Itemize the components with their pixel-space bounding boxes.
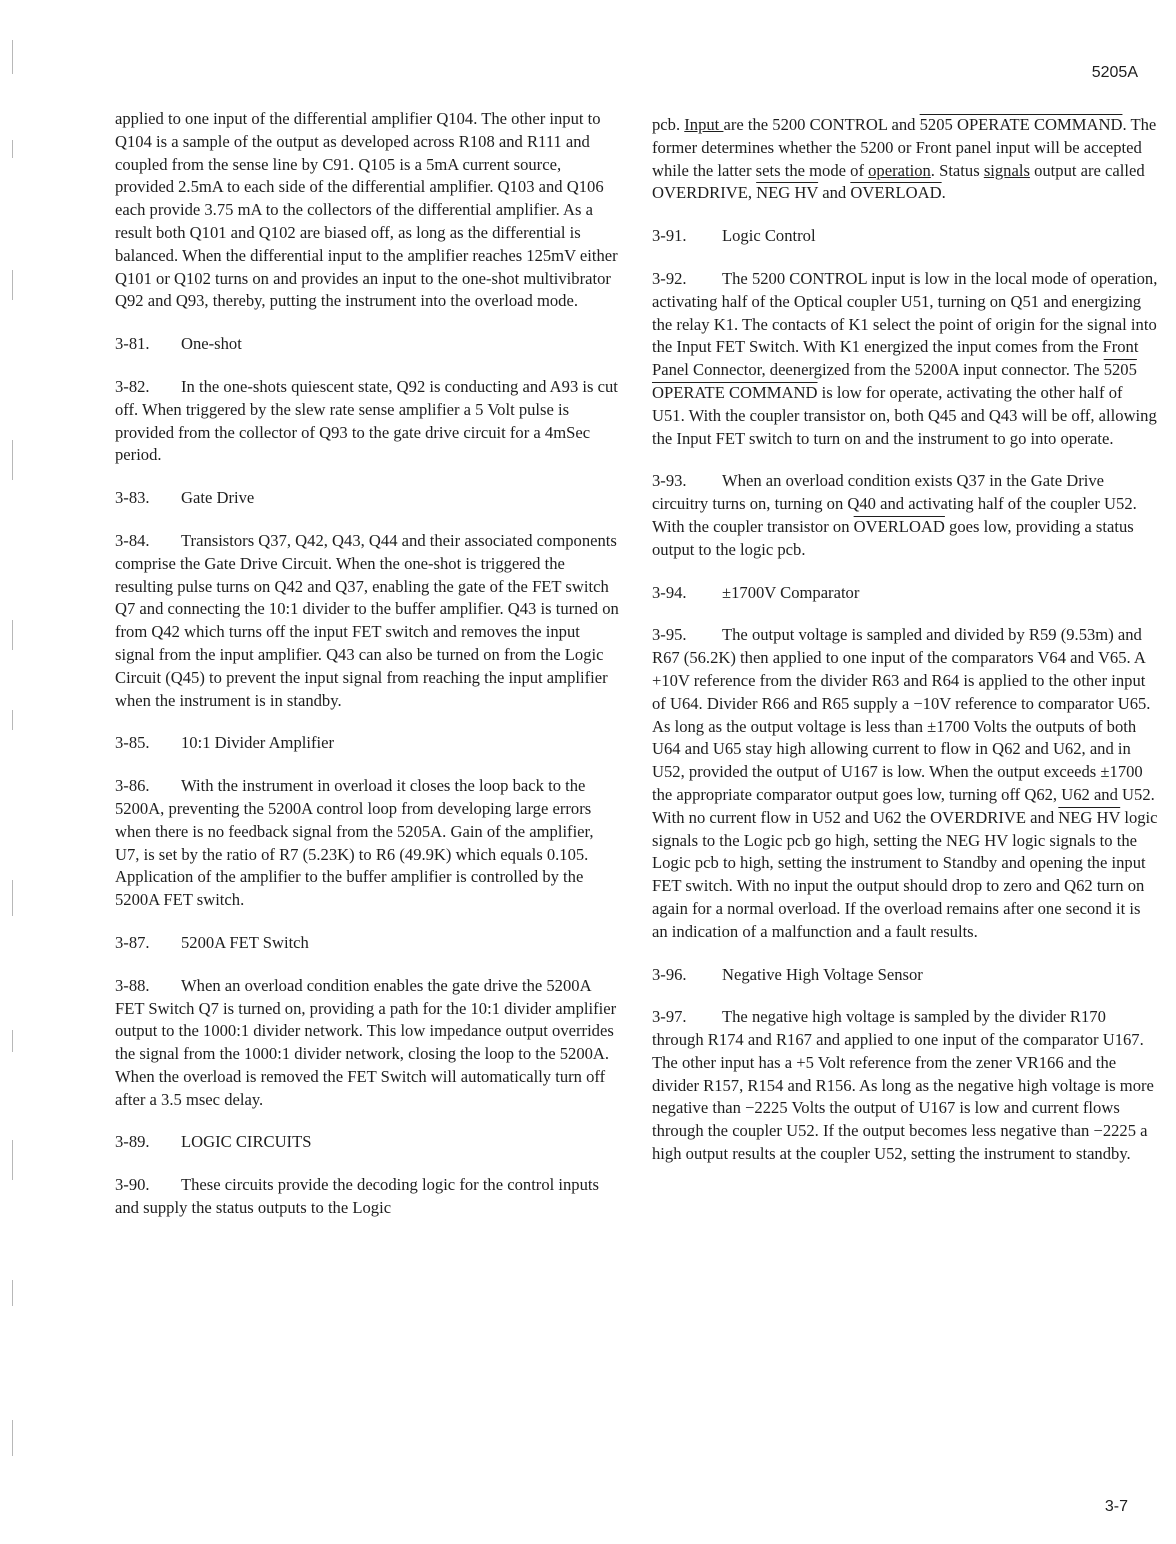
paragraph: 3-88. When an overload condition enables the gate drive the 5200A FET Switch Q7 is turned on, providing a path for the 10:1 divider amplifier output to the 1000:1 divider network. This low impedance output overrides the signal from the 1000:1 divider network, closing the loop to the 5200A. When the overload is removed the FET Switch will automatically turn off after a 3.5 msec delay. [115, 975, 617, 1109]
paragraph: pcb. Input are the 5200 CONTROL and 5205 OPERATE COMMAND. The former determines whether the 5200 or Front panel input will be accepted while the latter sets the mode of operation. Status signals output are called OVERDRIVE, NEG HV and OVERLOAD. [652, 115, 1157, 203]
section-heading: 3-81. One-shot [115, 334, 242, 354]
section-heading: 3-91. Logic Control [652, 226, 816, 246]
section-heading: 3-85. 10:1 Divider Amplifier [115, 733, 335, 753]
paragraph: 3-92. The 5200 CONTROL input is low in the local mode of operation, activating half of the Optical coupler U51, turning on Q51 and energizing the relay K1. The contacts of K1 select the point of origin for the signal into the Input FET Switch. With K1 energized the input comes from the Front Panel Connector, deenergized from the 5200A input connector. The 5205 OPERATE COMMAND is low for operate, activating the other half of U51. With the coupler transistor on, both Q45 and Q43 will be off, allowing the Input FET switch to turn on and the instrument to go into operate. [652, 268, 1158, 448]
paragraph: 3-84. Transistors Q37, Q42, Q43, Q44 and their associated components comprise the Gate Drive Circuit. When the one-shot is triggered the resulting pulse turns on Q42 and Q37, enabling the gate of the FET switch Q7 and connecting the 10:1 divider to the buffer amplifier. Q43 is turned on from Q42 which turns off the input FET switch and removes the input signal from the input amplifier. Q43 can also be turned on from the Logic Circuit (Q45) to prevent the input signal from reaching the input amplifier when the instrument is in standby. [115, 530, 619, 710]
document-code: 5205A [1091, 64, 1138, 81]
page-number: 3-7 [1104, 1498, 1128, 1515]
paragraph: 3-90. These circuits provide the decoding logic for the control inputs and supply the status outputs to the Logic [115, 1175, 599, 1218]
section-heading: 3-87. 5200A FET Switch [115, 932, 309, 952]
left-column [115, 108, 620, 1240]
section-heading: 3-96. Negative High Voltage Sensor [652, 964, 923, 984]
paragraph: 3-97. The negative high voltage is sampled by the divider R170 through R174 and R167 and applied to one input of the comparator U167. The other input has a +5 Volt reference from the zener VR166 and the divider R157, R154 and R156. As long as the negative high voltage is more negative than −2225 Volts the output of U167 is low and current flows through the coupler U52. If the output becomes less negative than −2225 a high output results at the coupler U52, setting the instrument to standby. [652, 1007, 1154, 1164]
paragraph: applied to one input of the differential amplifier Q104. The other input to Q104 is a sample of the output as developed across R108 and R111 and coupled from the sense line by C91. Q105 is a 5mA current source, provided 2.5mA to each side of the differential amplifier. Q103 and Q106 each provide 3.75 mA to the collectors of the differential amplifier. As a result both Q101 and Q102 are biased off, as long as the differential is balanced. When the differential input to the amplifier reaches 125mV either Q101 or Q102 turns on and provides an input to the one-shot multivibrator Q92 and Q93, thereby, putting the instrument into the overload mode. [115, 109, 618, 311]
paragraph: 3-86. With the instrument in overload it closes the loop back to the 5200A, preventing the 5200A control loop from developing large errors when there is no feedback signal from the 5205A. Gain of the amplifier, U7, is set by the ratio of R7 (5.23K) to R6 (49.9K) which equals 0.105. Application of the amplifier to the buffer amplifier is controlled by the 5200A FET switch. [115, 776, 594, 910]
paragraph: 3-93. When an overload condition exists Q37 in the Gate Drive circuitry turns on, turning on Q40 and activating half of the coupler U52. With the coupler transistor on OVERLOAD goes low, providing a status output to the logic pcb. [652, 471, 1137, 559]
paragraph: 3-82. In the one-shots quiescent state, Q92 is conducting and A93 is cut off. When triggered by the slew rate sense amplifier a 5 Volt pulse is provided from the collector of Q93 to the gate drive circuit for a 4mSec period. [115, 376, 618, 465]
section-heading: 3-89. LOGIC CIRCUITS [115, 1132, 312, 1152]
paragraph: 3-95. The output voltage is sampled and divided by R59 (9.53m) and R67 (56.2K) then applied to one input of the comparators V64 and V65. A +10V reference from the divider R63 and R64 is applied to the other input of U64. Divider R66 and R65 supply a −10V reference to comparator U65. As long as the output voltage is less than ±1700 Volts the outputs of both U64 and U65 stay high allowing current to flow in Q62 and U62, and in U52, provided the output of U167 is low. When the output exceeds ±1700 the appropriate comparator output goes low, turning off Q62, U62 and U52. With no current flow in U52 and U62 the OVERDRIVE and NEG HV logic signals to the Logic pcb go high, setting the NEG HV logic signals to the Logic pcb to high, setting the instrument to Standby and opening the input FET switch. With no input the output should drop to zero and Q62 turn on again for a normal overload. If the overload remains after one second it is an indication of a malfunction and a fault results. [652, 625, 1158, 941]
section-heading: 3-83. Gate Drive [115, 488, 255, 508]
section-heading: 3-94. ±1700V Comparator [652, 582, 860, 602]
binding-margin [6, 20, 20, 1530]
right-column [652, 114, 1158, 1186]
